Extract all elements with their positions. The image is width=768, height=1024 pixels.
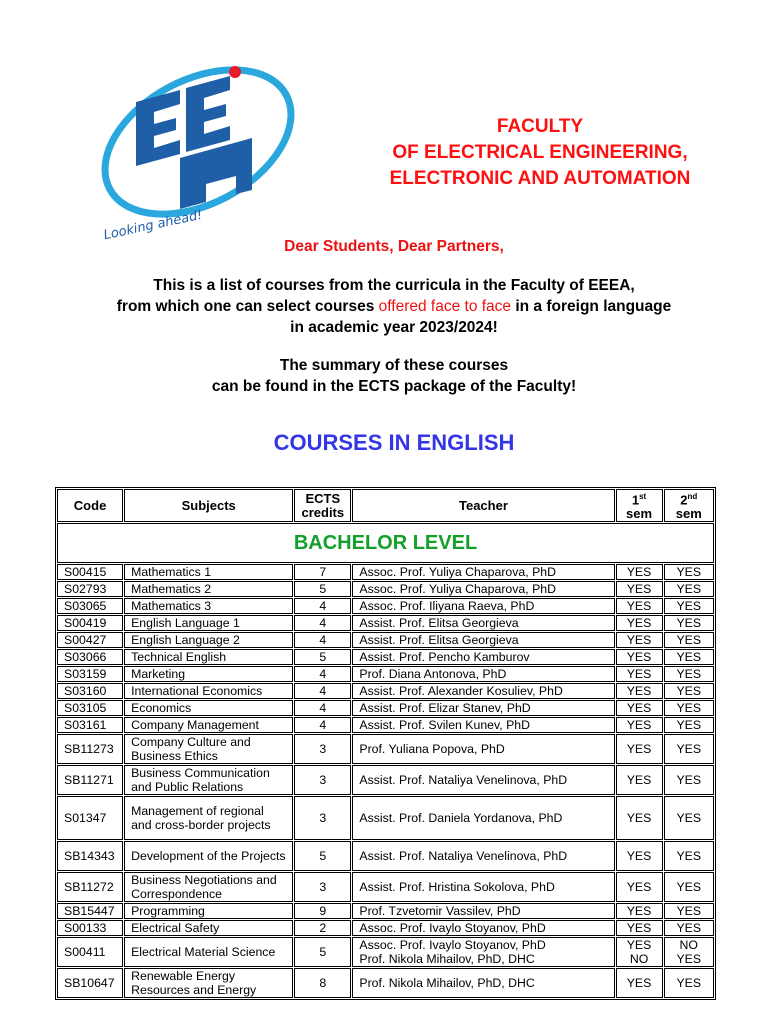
course-teacher: Prof. Diana Antonova, PhD — [352, 666, 614, 682]
table-row — [57, 920, 714, 936]
course-sem2: YES — [664, 598, 714, 614]
course-teacher: Assoc. Prof. Yuliya Chaparova, PhD — [352, 581, 614, 597]
course-sem2: YES — [664, 564, 714, 580]
course-sem2: YES — [664, 683, 714, 699]
intro-highlight: offered face to face — [378, 298, 512, 315]
course-subject: Company Culture and Business Ethics — [124, 734, 293, 764]
course-code: S03161 — [57, 717, 123, 733]
course-sem2: YES — [664, 765, 714, 795]
course-sem2: YES — [664, 581, 714, 597]
course-sem2: YES — [664, 717, 714, 733]
course-ects: 8 — [294, 968, 351, 998]
course-sem2: YES — [664, 920, 714, 936]
course-ects: 3 — [294, 734, 351, 764]
table-row — [57, 968, 714, 998]
course-sem1: YES — [616, 649, 663, 665]
course-sem2: YES — [664, 796, 714, 840]
summary-line: can be found in the ECTS package of the Faculty! — [211, 378, 577, 395]
intro-text: in a foreign language — [511, 298, 672, 315]
table-row — [57, 765, 714, 795]
course-sem2: YES — [664, 903, 714, 919]
course-code: S01347 — [57, 796, 123, 840]
course-teacher: Assist. Prof. Daniela Yordanova, PhD — [352, 796, 614, 840]
course-code: S00133 — [57, 920, 123, 936]
table-row — [57, 841, 714, 871]
faculty-title-line: FACULTY — [496, 116, 584, 137]
course-ects: 4 — [294, 700, 351, 716]
course-code: S03065 — [57, 598, 123, 614]
course-sem1: YES — [616, 717, 663, 733]
course-sem1: YES — [616, 632, 663, 648]
course-sem1: YES — [616, 700, 663, 716]
table-row — [57, 937, 714, 967]
course-teacher: Assist. Prof. Elizar Stanev, PhD — [352, 700, 614, 716]
course-ects: 5 — [294, 937, 351, 967]
course-teacher: Assist. Prof. Alexander Kosuliev, PhD — [352, 683, 614, 699]
course-ects: 4 — [294, 683, 351, 699]
course-sem2: YES — [664, 841, 714, 871]
table-row — [57, 700, 714, 716]
course-subject: International Economics — [124, 683, 293, 699]
table-row — [57, 632, 714, 648]
intro-line — [0, 296, 768, 317]
header-subjects: Subjects — [124, 489, 293, 522]
course-code: S00419 — [57, 615, 123, 631]
course-code: S03105 — [57, 700, 123, 716]
course-teacher: Assist. Prof. Elitsa Georgieva — [352, 615, 614, 631]
summary-line: The summary of these courses — [279, 357, 509, 374]
courses-title: COURSES IN ENGLISH — [273, 430, 515, 455]
course-subject: Renewable Energy Resources and Energy — [124, 968, 293, 998]
course-sem1: YES — [616, 841, 663, 871]
course-ects: 5 — [294, 581, 351, 597]
table-row — [57, 872, 714, 902]
course-subject: Company Management — [124, 717, 293, 733]
intro-paragraph — [0, 275, 768, 338]
header-ects: ECTS credits — [294, 489, 351, 522]
course-sem2: YES — [664, 615, 714, 631]
course-code: S00415 — [57, 564, 123, 580]
intro-text: from which one can select courses — [116, 298, 379, 315]
course-teacher: Assoc. Prof. Ivaylo Stoyanov, PhD — [352, 920, 614, 936]
course-sem1: YES — [616, 564, 663, 580]
course-sem1: YES NO — [616, 937, 663, 967]
course-sem2: YES — [664, 872, 714, 902]
course-teacher: Assist. Prof. Nataliya Venelinova, PhD — [352, 765, 614, 795]
course-sem1: YES — [616, 581, 663, 597]
course-sem1: YES — [616, 615, 663, 631]
course-subject: Business Communication and Public Relations — [124, 765, 293, 795]
course-code: SB11273 — [57, 734, 123, 764]
course-teacher: Prof. Nikola Mihailov, PhD, DHC — [352, 968, 614, 998]
faculty-title-line: OF ELECTRICAL ENGINEERING, — [392, 142, 688, 163]
faculty-logo — [88, 62, 304, 242]
course-teacher: Assoc. Prof. Ivaylo Stoyanov, PhD Prof. Nikola Mihailov, PhD, DHC — [352, 937, 614, 967]
course-sem1: YES — [616, 683, 663, 699]
course-sem1: YES — [616, 598, 663, 614]
faculty-title — [330, 114, 750, 192]
greeting: Dear Students, Dear Partners, — [284, 238, 504, 255]
course-teacher: Assist. Prof. Pencho Kamburov — [352, 649, 614, 665]
table-header-row — [57, 489, 714, 522]
course-subject: Economics — [124, 700, 293, 716]
header-sem1: 1st sem — [616, 489, 663, 522]
course-ects: 2 — [294, 920, 351, 936]
course-code: SB11271 — [57, 765, 123, 795]
course-sem1: YES — [616, 734, 663, 764]
course-sem1: YES — [616, 666, 663, 682]
header-teacher: Teacher — [352, 489, 614, 522]
course-subject: Mathematics 1 — [124, 564, 293, 580]
table-row — [57, 649, 714, 665]
course-teacher: Assoc. Prof. Iliyana Raeva, PhD — [352, 598, 614, 614]
course-teacher: Assist. Prof. Hristina Sokolova, PhD — [352, 872, 614, 902]
course-ects: 3 — [294, 796, 351, 840]
table-row — [57, 564, 714, 580]
header-code: Code — [57, 489, 123, 522]
course-sem2: YES — [664, 649, 714, 665]
course-subject: English Language 1 — [124, 615, 293, 631]
table-row — [57, 734, 714, 764]
intro-line: in academic year 2023/2024! — [290, 319, 498, 336]
table-row — [57, 796, 714, 840]
table-row — [57, 903, 714, 919]
course-code: SB11272 — [57, 872, 123, 902]
course-code: SB10647 — [57, 968, 123, 998]
course-ects: 4 — [294, 598, 351, 614]
course-subject: Programming — [124, 903, 293, 919]
course-sem1: YES — [616, 765, 663, 795]
course-subject: English Language 2 — [124, 632, 293, 648]
course-ects: 3 — [294, 872, 351, 902]
course-subject: Mathematics 3 — [124, 598, 293, 614]
intro-line: This is a list of courses from the curricula in the Faculty of EEEA, — [153, 277, 635, 294]
course-ects: 4 — [294, 615, 351, 631]
course-teacher: Assist. Prof. Svilen Kunev, PhD — [352, 717, 614, 733]
course-subject: Business Negotiations and Correspondence — [124, 872, 293, 902]
course-ects: 4 — [294, 666, 351, 682]
course-code: S03066 — [57, 649, 123, 665]
course-code: S00411 — [57, 937, 123, 967]
logo-slogan: Looking ahead! — [102, 207, 204, 242]
faculty-title-line: ELECTRONIC AND AUTOMATION — [389, 168, 691, 189]
course-ects: 7 — [294, 564, 351, 580]
summary-paragraph — [0, 355, 768, 397]
course-sem2: YES — [664, 734, 714, 764]
level-label: BACHELOR LEVEL — [57, 523, 714, 563]
course-ects: 9 — [294, 903, 351, 919]
course-sem1: YES — [616, 903, 663, 919]
table-row — [57, 717, 714, 733]
course-subject: Management of regional and cross-border projects — [124, 796, 293, 840]
course-sem2: YES — [664, 632, 714, 648]
course-sem1: YES — [616, 920, 663, 936]
course-ects: 4 — [294, 632, 351, 648]
course-subject: Electrical Safety — [124, 920, 293, 936]
course-sem2: YES — [664, 700, 714, 716]
course-code: S03160 — [57, 683, 123, 699]
course-code: S00427 — [57, 632, 123, 648]
course-teacher: Assist. Prof. Nataliya Venelinova, PhD — [352, 841, 614, 871]
level-row — [57, 523, 714, 563]
table-row — [57, 615, 714, 631]
course-subject: Marketing — [124, 666, 293, 682]
course-subject: Electrical Material Science — [124, 937, 293, 967]
course-sem2: YES — [664, 666, 714, 682]
course-sem1: YES — [616, 968, 663, 998]
course-ects: 4 — [294, 717, 351, 733]
courses-table — [55, 487, 716, 1000]
header-sem2: 2nd sem — [664, 489, 714, 522]
course-ects: 5 — [294, 649, 351, 665]
course-code: SB15447 — [57, 903, 123, 919]
course-code: SB14343 — [57, 841, 123, 871]
table-row — [57, 683, 714, 699]
course-teacher: Assist. Prof. Elitsa Georgieva — [352, 632, 614, 648]
course-code: S02793 — [57, 581, 123, 597]
course-sem2: NO YES — [664, 937, 714, 967]
course-sem1: YES — [616, 796, 663, 840]
course-subject: Mathematics 2 — [124, 581, 293, 597]
course-subject: Technical English — [124, 649, 293, 665]
course-ects: 5 — [294, 841, 351, 871]
table-row — [57, 598, 714, 614]
course-sem2: YES — [664, 968, 714, 998]
course-subject: Development of the Projects — [124, 841, 293, 871]
course-sem1: YES — [616, 872, 663, 902]
course-teacher: Assoc. Prof. Yuliya Chaparova, PhD — [352, 564, 614, 580]
course-ects: 3 — [294, 765, 351, 795]
table-row — [57, 581, 714, 597]
table-row — [57, 666, 714, 682]
course-code: S03159 — [57, 666, 123, 682]
course-teacher: Prof. Yuliana Popova, PhD — [352, 734, 614, 764]
course-teacher: Prof. Tzvetomir Vassilev, PhD — [352, 903, 614, 919]
